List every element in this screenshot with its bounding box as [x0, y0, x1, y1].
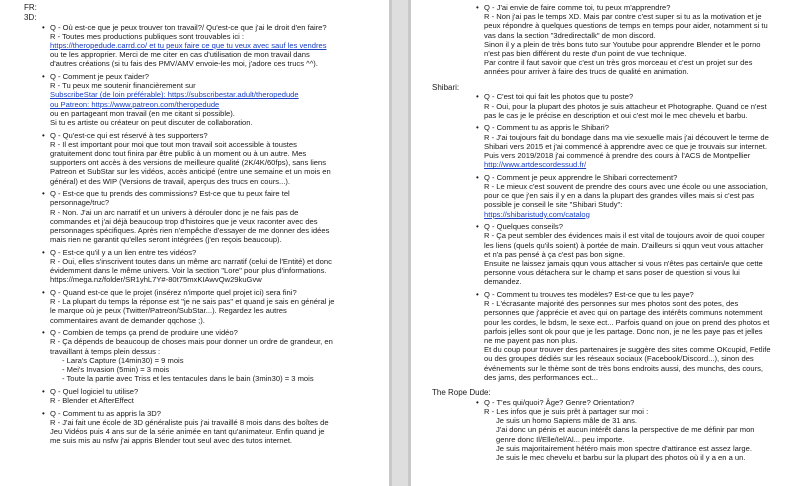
- faq-item: [50, 23, 381, 69]
- link-line[interactable]: SubscribeStar (de loin préférable): https://subscribestar.adult/theropedude: [50, 90, 299, 100]
- question-line: • Q - Comment tu as appris la 3D?: [50, 408, 161, 418]
- faq-item: [50, 248, 381, 285]
- answer-line: R - Non j'ai pas le temps XD. Mais par contre c'est super si tu as la motivation et je: [484, 12, 762, 22]
- answer-line: R - Ça peut sembler des évidences mais il est vital de toujours avoir de quoi couper: [484, 231, 765, 241]
- answer-line: R - L'écrasante majorité des personnes sur mes photos sont des potes, des: [484, 299, 739, 309]
- answer-line: ou en partageant mon travail (en me citant si possible).: [50, 108, 235, 118]
- answer-line: - Lara's Capture (14min30) = 9 mois: [62, 355, 184, 365]
- answer-line: supporters ont accès à des versions de meilleure qualité (2K/4K/60fps), sans liens: [50, 158, 327, 168]
- answer-line: R - Oui, pour la plupart des photos je suis attacheur et Photographe. Quand ce n'est: [484, 101, 767, 111]
- answer-line: R - Toutes mes productions publiques sont trouvables ici :: [50, 31, 245, 41]
- answer-line: Si tu es artiste ou créateur on peut discuter de collaboration.: [50, 118, 253, 128]
- answer-line: Par contre il faut savoir que c'est un très gros morceau et c'est un projet sur des: [484, 58, 753, 68]
- faq-item: [484, 290, 792, 382]
- answer-line: Je suis un homo Sapiens mâle de 31 ans.: [496, 416, 637, 426]
- answer-line: Shibari vers 2015 et j'ai commencé à apprendre avec ce que je trouvais sur internet.: [484, 141, 767, 151]
- answer-line: pour ce que j'en sais il y en a dans la plupart des grandes villes mais si c'est pas: [484, 191, 755, 201]
- answer-line: https://mega.nz/folder/SR1yhL7Y#-80t75mxKIAwvQw29kuGvw: [50, 275, 262, 285]
- faq-item: [484, 222, 792, 286]
- answer-line: personne vous détachera sur le champ et sans poser de question si vous lui: [484, 268, 740, 278]
- question-line: • Q - T'es qui/quoi? Âge? Genre? Orientation?: [484, 397, 635, 407]
- answer-line: demandez.: [484, 277, 522, 287]
- answer-line: commandes et j'ai déjà beaucoup trop d'histoires que je veux raconter avec des: [50, 216, 318, 226]
- answer-line: parfois jelles sont ok pour que je les partage. Donc non, je ne les paye pas et jelles: [484, 326, 763, 336]
- faq-item: [484, 3, 792, 77]
- answer-line: ne me payent pas non plus.: [484, 336, 578, 346]
- answer-line: Puis vers 2019/2018 j'ai commencé à prendre des cours à l'ACS de Montpellier: [484, 151, 751, 161]
- faq-list-shibari: [458, 92, 792, 382]
- answer-line: et n'a pas pensé à ça c'est pas bon signe.: [484, 249, 625, 259]
- answer-line: ou te les approprier. Merci de me citer en cas d'utilisation de mon travail dans: [50, 50, 310, 60]
- faq-list-rope-dude: [458, 398, 792, 462]
- answer-line: travaillant à temps plein dessus :: [50, 346, 161, 356]
- answer-line: Jeu Vidéos puis 4 ans sur de la série animée en tant qu'animateur. Enfin quand je: [50, 427, 325, 437]
- answer-line: peux répondre à quelques questions de temps en temps pour aider, notamment si tu: [484, 21, 768, 31]
- faq-item: [50, 72, 381, 127]
- question-line: • Q - C'est toi qui fait les photos que tu poste?: [484, 92, 634, 102]
- document-page-left: [0, 0, 389, 486]
- answer-line: me suis mis au nsfw j'ai appris Blender tout seul avec des tutos internet.: [50, 436, 293, 446]
- faq-item: [484, 398, 792, 462]
- answer-line: Sinon il y a plein de très bons tuto sur Youtube pour apprendre Blender et le porno: [484, 39, 761, 49]
- question-line: • Q - Qu'est-ce qui est réservé à tes supporters?: [50, 130, 208, 140]
- question-line: • Q - Comment tu trouves tes modèles? Est-ce que tu les paye?: [484, 290, 694, 300]
- faq-item: [50, 189, 381, 244]
- answer-line: pas le cas je le précise en description et oui c'est moi le mec chevelu et barbu.: [484, 110, 748, 120]
- answer-line: événements sur le thème sont de très bons endroits aussi, des munchs, des cours,: [484, 363, 764, 373]
- answer-line: vas dans la section "3dredirectalk" de mon discord.: [484, 30, 656, 40]
- answer-line: R - Les infos que je suis prêt à partager sur moi :: [484, 407, 649, 417]
- answer-line: gratuitement donc tout finira par être public à un moment ou à un autre. Mes: [50, 149, 307, 159]
- answer-line: R - La plupart du temps la réponse est "je ne sais pas" et quand je sais en général je: [50, 297, 335, 307]
- answer-line: R - J'ai fait une école de 3D généraliste puis j'ai travaillé 8 mois dans des boîtes de: [50, 417, 329, 427]
- answer-line: R - Le mieux c'est souvent de prendre des cours avec une école ou une association,: [484, 182, 768, 192]
- faq-item: [50, 328, 381, 383]
- question-line: • Q - Quelques conseils?: [484, 222, 563, 232]
- question-line: • Q - Est-ce que tu prends des commissions? Est-ce que tu peux faire tel: [50, 189, 290, 199]
- answer-line: personnages spécifiques. Après rien n'empêche d'essayer de me donner des idées: [50, 226, 330, 236]
- link-line[interactable]: https://shibaristudy.com/catalog: [484, 209, 590, 219]
- answer-line: le marque où je peux (Twitter/Patreon/SubStar...). Regardez les autres: [50, 306, 287, 316]
- section-header-rope-dude: The Rope Dude:: [432, 388, 491, 398]
- answer-line: personnage/truc?: [50, 198, 110, 208]
- answer-line: général) et des WIP (Versions de travail, aperçus des trucs en cours...).: [50, 176, 291, 186]
- question-line: • Q - Est-ce qu'il y a un lien entre tes vidéos?: [50, 247, 197, 257]
- answer-line: personnes que j'apprécie et avec qui on partage des intérêts communs notemment: [484, 308, 763, 318]
- answer-line: commentaires avant de demander qqchose ;).: [50, 315, 205, 325]
- page-gap: [389, 0, 411, 486]
- link-line[interactable]: https://theropedude.carrd.co/ et tu peux faire ce que tu veux avec sauf les vendres: [50, 41, 327, 50]
- answer-line: des jams, des performances ect...: [484, 372, 598, 382]
- faq-item: [50, 387, 381, 405]
- answer-line: possible je conseil le site "Shibari Study":: [484, 200, 623, 210]
- question-line: • Q - Où est-ce que je peux trouver ton travail?/ Qu'est-ce que j'ai le droit d'en faire?: [50, 22, 327, 32]
- answer-line: R - Non. J'ai un arc narratif et un univers à dérouler donc je ne fais pas de: [50, 207, 299, 217]
- question-line: • Q - Comment je peux apprendre le Shibari correctement?: [484, 172, 678, 182]
- question-line: • Q - Comment je peux t'aider?: [50, 72, 149, 81]
- answer-line: R - Ça dépends de beaucoup de choses mais pour donner un ordre de grandeur, en: [50, 337, 333, 347]
- answer-line: genre donc Il/Elle/Iel/Al... peu importe.: [496, 434, 625, 444]
- answer-line: années pour arriver à faire des trucs de qualité en animation.: [484, 67, 689, 77]
- faq-item: [50, 288, 381, 325]
- faq-list-3d-continued: [458, 3, 792, 77]
- faq-item: [484, 123, 792, 169]
- answer-line: n'est pas bien différent du reste d'un point de vue technique.: [484, 49, 687, 59]
- answer-line: les liens (quels qu'ils soient) à portée de main. D'ailleurs si qqun veut vous attacher: [484, 240, 764, 250]
- answer-line: évidemment dans le même univers. Voir la section "Lore" pour plus d'informations.: [50, 266, 327, 276]
- faq-item: [50, 409, 381, 446]
- link-line[interactable]: http://www.artdescordessud.fr/: [484, 160, 587, 170]
- answer-line: mais rien ne garantit qu'elles seront intégrées (j'en reçois beaucoup).: [50, 235, 282, 245]
- answer-line: J'ai donc un pénis et aucun intérêt dans la perspective de me définir par mon: [496, 425, 755, 435]
- faq-item: [484, 173, 792, 219]
- question-line: • Q - J'ai envie de faire comme toi, tu peux m'apprendre?: [484, 3, 671, 12]
- answer-line: R - Il est important pour moi que tout mon travail soit accessible à toustes: [50, 139, 297, 149]
- question-line: • Q - Combien de temps ça prend de produire une vidéo?: [50, 328, 238, 338]
- answer-line: d'autres créations (si tu fais des PMV/AMV envoie-les moi, j'adore ces trucs ^^).: [50, 59, 318, 69]
- answer-line: ou des groupes dédiés sur les réseaux sociaux (Facebook/Discord...), sinon des: [484, 354, 754, 364]
- answer-line: R - J'ai toujours fait du bondage dans ma vie sexuelle mais j'ai découvert le terme de: [484, 132, 769, 142]
- question-line: • Q - Quand est-ce que le projet (insérez n'importe quel projet ici) sera fini?: [50, 288, 297, 298]
- section-header-shibari: Shibari:: [432, 82, 460, 92]
- answer-line: Je suis majoritairement hétéro mais mon spectre d'attirance est assez large.: [496, 443, 752, 453]
- question-line: • Q - Comment tu as appris le Shibari?: [484, 123, 609, 133]
- question-line: • Q - Quel logiciel tu utilise?: [50, 386, 139, 396]
- section-header-3d: 3D:: [24, 12, 37, 22]
- faq-item: [484, 92, 792, 120]
- answer-line: - Toute la partie avec Triss et les tentacules dans le bain (3min30) = 3 mois: [62, 374, 314, 384]
- answer-line: pour les cordes, le bdsm, le sexe ect... Parfois quand on joue on prend des photos et: [484, 317, 770, 327]
- faq-list-3d: [24, 23, 381, 446]
- faq-item: [50, 131, 381, 186]
- answer-line: R - Oui, elles s'inscrivent toutes dans un même arc narratif (celui de l'Entité) et donc: [50, 257, 332, 267]
- link-line[interactable]: ou Patreon: https://www.patreon.com/theropedude: [50, 99, 220, 109]
- answer-line: Je suis le mec chevelu et barbu sur la plupart des photos où il y a en a un.: [496, 453, 746, 463]
- answer-line: R - Tu peux me soutenir financièrement sur: [50, 81, 196, 91]
- answer-line: R - Blender et AfterEffect: [50, 396, 134, 406]
- answer-line: Patreon et SubStar sur les vidéos, accès anticipé (entre une semaine et un mois en: [50, 167, 331, 177]
- document-page-right: [411, 0, 800, 486]
- lang-header: FR:: [24, 3, 37, 12]
- answer-line: - Mei's Invasion (5min) = 3 mois: [62, 365, 170, 375]
- answer-line: Ensuite ne laissez jamais qqun vous attacher si vous n'êtes pas certain/e que cette: [484, 259, 763, 269]
- answer-line: Et du coup pour trouver des partenaires je suggère des sites comme OKcupid, Fetlife: [484, 345, 771, 355]
